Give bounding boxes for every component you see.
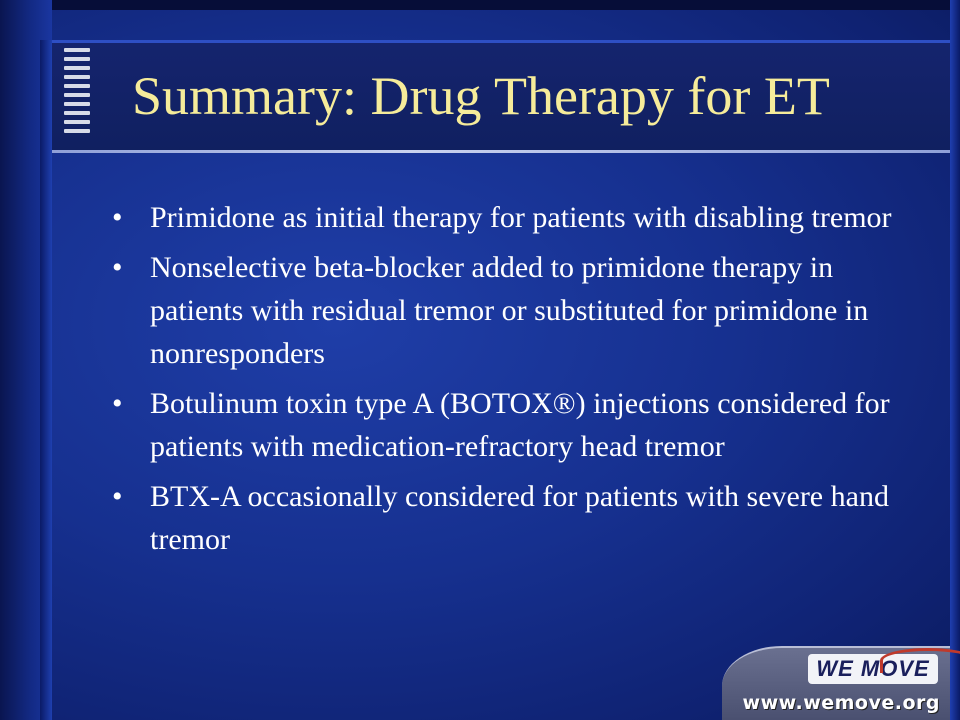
bullet-text: Primidone as initial therapy for patients with disabling tremor xyxy=(150,201,892,234)
bullet-marker: • xyxy=(112,251,123,284)
logo-swoosh-icon xyxy=(880,648,960,673)
bullet-text: BTX-A occasionally considered for patients with severe hand tremor xyxy=(150,480,889,556)
stripes-decoration xyxy=(64,48,90,144)
bullet-item xyxy=(112,246,902,375)
bullet-item xyxy=(112,196,902,239)
title-top-divider xyxy=(52,40,950,43)
bullet-marker: • xyxy=(112,201,123,234)
logo-url: www.wemove.org xyxy=(742,692,940,714)
right-border xyxy=(950,0,960,720)
wemove-logo xyxy=(808,654,938,684)
logo-brand: WE MOVE xyxy=(816,656,930,681)
wemove-logo-area xyxy=(722,646,950,720)
bullet-item xyxy=(112,382,902,468)
slide-title: Summary: Drug Therapy for ET xyxy=(132,66,830,126)
bullet-marker: • xyxy=(112,387,123,420)
top-border xyxy=(0,0,960,10)
bullet-item xyxy=(112,475,902,561)
title-bottom-divider xyxy=(52,150,950,153)
bullet-list xyxy=(112,196,902,568)
left-border xyxy=(40,40,52,720)
bullet-text: Botulinum toxin type A (BOTOX®) injections considered for patients with medication-refractory head tremor xyxy=(150,387,890,463)
bullet-marker: • xyxy=(112,480,123,513)
bullet-text: Nonselective beta-blocker added to primidone therapy in patients with residual tremor or substituted for primidone in nonresponders xyxy=(150,251,869,370)
